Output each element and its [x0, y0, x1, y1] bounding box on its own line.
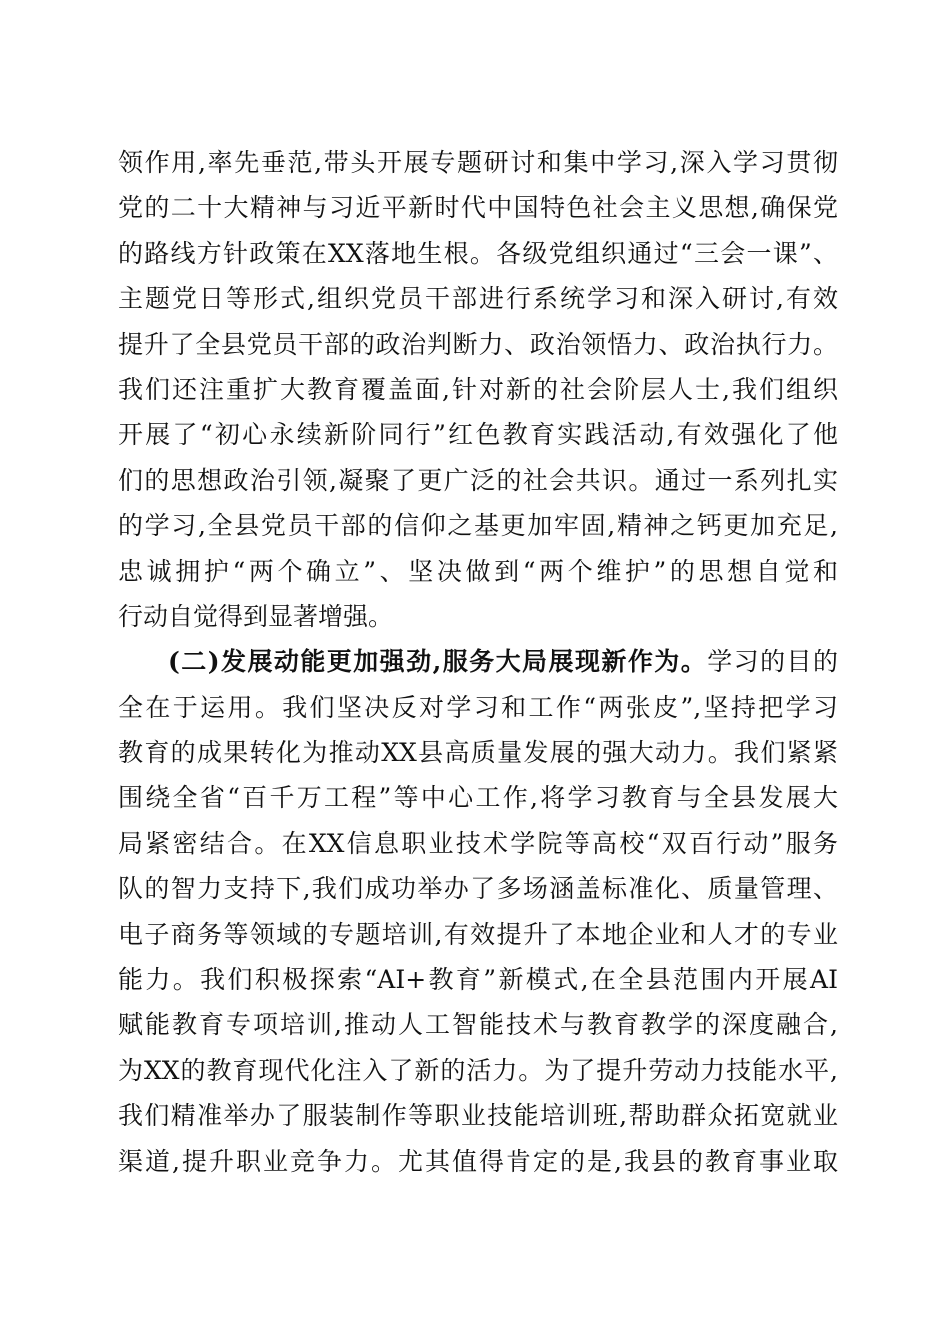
text-line: 为XX的教育现代化注入了新的活力。为了提升劳动力技能水平, — [118, 1055, 838, 1085]
text-line: 我们还注重扩大教育覆盖面,针对新的社会阶层人士,我们组织 — [118, 374, 838, 404]
text-line: 行动自觉得到显著增强。 — [118, 601, 394, 631]
text-line: 提升了全县党员干部的政治判断力、政治领悟力、政治执行力。 — [118, 329, 838, 359]
text-line: 的学习,全县党员干部的信仰之基更加牢固,精神之钙更加充足, — [118, 511, 838, 541]
text-line: 全在于运用。我们坚决反对学习和工作“两张皮”,坚持把学习 — [118, 692, 838, 722]
text-line: 队的智力支持下,我们成功举办了多场涵盖标准化、质量管理、 — [118, 874, 838, 904]
text-line: 能力。我们积极探索“AI+教育”新模式,在全县范围内开展AI — [118, 965, 838, 995]
text-line: 开展了“初心永续新阶同行”红色教育实践活动,有效强化了他 — [118, 420, 838, 450]
section-heading-line — [118, 639, 838, 684]
text-line: 我们精准举办了服装制作等职业技能培训班,帮助群众拓宽就业 — [118, 1101, 838, 1131]
text-line: 电子商务等领域的专题培训,有效提升了本地企业和人才的专业 — [118, 919, 838, 949]
text-line: 的路线方针政策在XX落地生根。各级党组织通过“三会一课”、 — [118, 238, 838, 268]
text-line: 忠诚拥护“两个确立”、坚决做到“两个维护”的思想自觉和 — [118, 556, 838, 586]
text-line: 教育的成果转化为推动XX县高质量发展的强大动力。我们紧紧 — [118, 738, 838, 768]
heading-line-rest: 学习的目的 — [707, 647, 838, 677]
text-line: 赋能教育专项培训,推动人工智能技术与教育教学的深度融合, — [118, 1010, 838, 1040]
text-line: 们的思想政治引领,凝聚了更广泛的社会共识。通过一系列扎实 — [118, 465, 838, 495]
section-heading: (二)发展动能更加强劲,服务大局展现新作为。 — [168, 647, 708, 677]
paragraph-1 — [118, 140, 838, 639]
text-line: 党的二十大精神与习近平新时代中国特色社会主义思想,确保党 — [118, 193, 838, 223]
text-line: 领作用,率先垂范,带头开展专题研讨和集中学习,深入学习贯彻 — [118, 148, 838, 177]
text-line: 主题党日等形式,组织党员干部进行系统学习和深入研讨,有效 — [118, 284, 838, 314]
body-text — [118, 140, 838, 1184]
text-line: 局紧密结合。在XX信息职业技术学院等高校“双百行动”服务 — [118, 828, 838, 858]
text-line: 渠道,提升职业竞争力。尤其值得肯定的是,我县的教育事业取 — [118, 1146, 838, 1176]
text-line: 围绕全省“百千万工程”等中心工作,将学习教育与全县发展大 — [118, 783, 838, 813]
paragraph-2 — [118, 639, 838, 1184]
